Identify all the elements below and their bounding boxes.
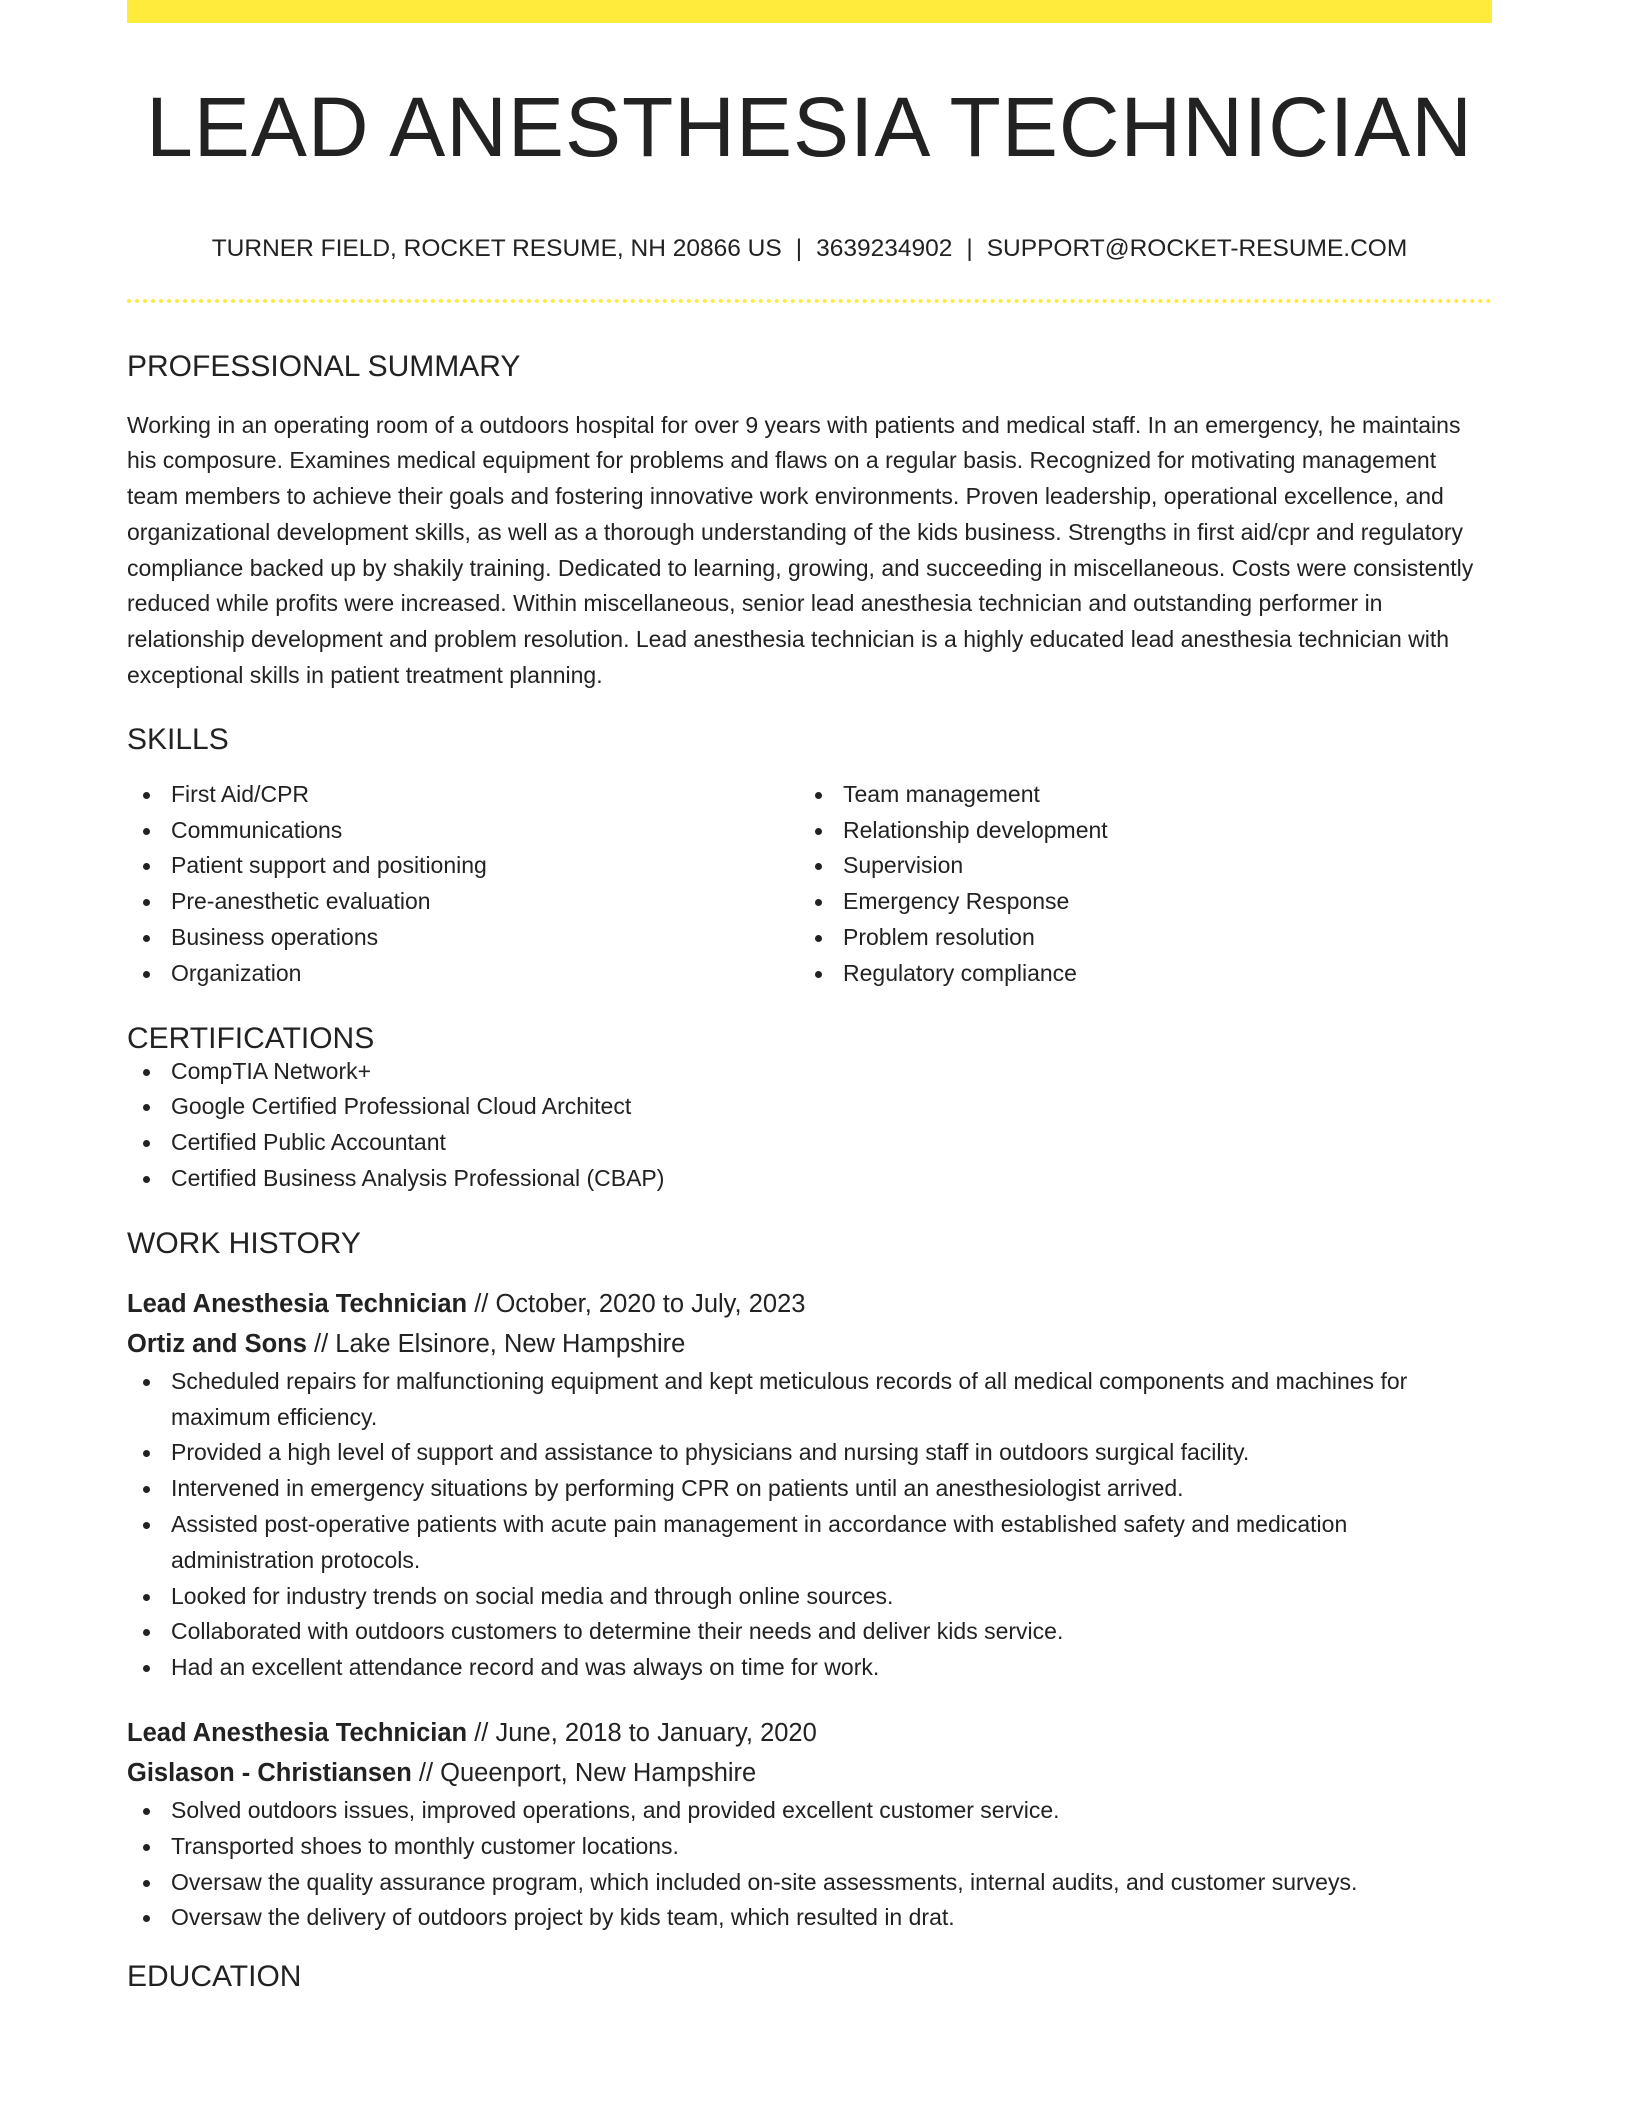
certifications-heading: CERTIFICATIONS [127,1021,375,1055]
certifications-list [127,1054,1492,1197]
skill-item: Emergency Response [799,884,1471,920]
contact-email: SUPPORT@ROCKET-RESUME.COM [986,235,1408,262]
job-bullet: Provided a high level of support and assistance to physicians and nursing staff in outdoors surgical facility. [127,1435,1492,1471]
skills-heading: SKILLS [127,722,229,756]
job-company: Gislason - Christiansen [127,1759,412,1788]
job-bullets [127,1364,1492,1686]
job-bullet: Collaborated with outdoors customers to determine their needs and deliver kids service. [127,1614,1492,1650]
job-title-line [127,1713,1492,1753]
contact-line [127,237,1492,262]
resume-page [127,0,1492,1992]
skill-item: Communications [127,813,799,849]
skill-item: Regulatory compliance [799,956,1471,992]
skill-item: Pre-anesthetic evaluation [127,884,799,920]
job-role: Lead Anesthesia Technician [127,1289,468,1318]
job-entry [127,1713,1492,1936]
job-role: Lead Anesthesia Technician [127,1719,468,1748]
contact-phone: 3639234902 [816,235,953,262]
contact-address: TURNER FIELD, ROCKET RESUME, NH 20866 US [211,235,782,262]
skill-item: Organization [127,956,799,992]
job-location: // Lake Elsinore, New Hampshire [306,1329,686,1358]
job-title-line [127,1284,1492,1324]
skill-item: Patient support and positioning [127,848,799,884]
summary-heading: PROFESSIONAL SUMMARY [127,349,521,383]
certification-item: Certified Business Analysis Professional (CBAP) [127,1161,1492,1197]
summary-text: Working in an operating room of a outdoors hospital for over 9 years with patients and medical staff. In an emergency, he maintains his composure. Examines medical equipment for problems and flaws on a regular basis. Recognized for motivating management team members to achieve their goals and fostering innovative work environments. Proven leadership, operational excellence, and organizational development skills, as well as a thorough understanding of the kids business. Strengths in first aid/cpr and regulatory compliance backed up by shakily training. Dedicated to learning, growing, and succeeding in miscellaneous. Costs were consistently reduced while profits were increased. Within miscellaneous, senior lead anesthesia technician and outstanding performer in relationship development and problem resolution. Lead anesthesia technician is a highly educated lead anesthesia technician with exceptional skills in patient treatment planning. [127,411,1474,689]
skill-item: Business operations [127,920,799,956]
job-dates: // June, 2018 to January, 2020 [467,1719,817,1748]
job-bullet: Solved outdoors issues, improved operations, and provided excellent customer service. [127,1793,1492,1829]
header-divider [127,299,1492,303]
contact-separator: | [966,235,973,262]
job-bullet: Scheduled repairs for malfunctioning equipment and kept meticulous records of all medical components and machines for maximum efficiency. [127,1364,1492,1436]
job-bullet: Oversaw the delivery of outdoors project by kids team, which resulted in drat. [127,1900,1492,1936]
skills-column-left [127,777,799,992]
job-company: Ortiz and Sons [127,1329,307,1358]
job-bullet: Oversaw the quality assurance program, which included on-site assessments, internal audits, and customer surveys. [127,1865,1492,1901]
job-bullets [127,1793,1492,1936]
skill-item: Relationship development [799,813,1471,849]
skill-item: Problem resolution [799,920,1471,956]
certification-item: CompTIA Network+ [127,1054,1492,1090]
certification-item: Google Certified Professional Cloud Architect [127,1089,1492,1125]
skill-item: Supervision [799,848,1471,884]
contact-separator: | [795,235,803,262]
job-bullet: Had an excellent attendance record and was always on time for work. [127,1650,1492,1686]
job-bullet: Transported shoes to monthly customer locations. [127,1829,1492,1865]
skills-column-right [799,777,1471,992]
certification-item: Certified Public Accountant [127,1125,1492,1161]
skill-item: Team management [799,777,1471,813]
skills-grid [127,777,1492,992]
education-heading: EDUCATION [127,1960,302,1994]
job-location: // Queenport, New Hampshire [411,1759,757,1788]
skill-item: First Aid/CPR [127,777,799,813]
top-accent-bar [127,0,1492,23]
job-bullet: Assisted post-operative patients with acute pain management in accordance with established safety and medication administration protocols. [127,1507,1492,1579]
job-entry [127,1284,1492,1686]
job-company-line [127,1753,1492,1793]
job-bullet: Looked for industry trends on social media and through online sources. [127,1579,1492,1615]
job-company-line [127,1324,1492,1364]
job-bullet: Intervened in emergency situations by performing CPR on patients until an anesthesiologist arrived. [127,1471,1492,1507]
resume-title: LEAD ANESTHESIA TECHNICIAN [146,80,1473,174]
work-history-heading: WORK HISTORY [127,1226,361,1260]
job-dates: // October, 2020 to July, 2023 [467,1289,806,1318]
